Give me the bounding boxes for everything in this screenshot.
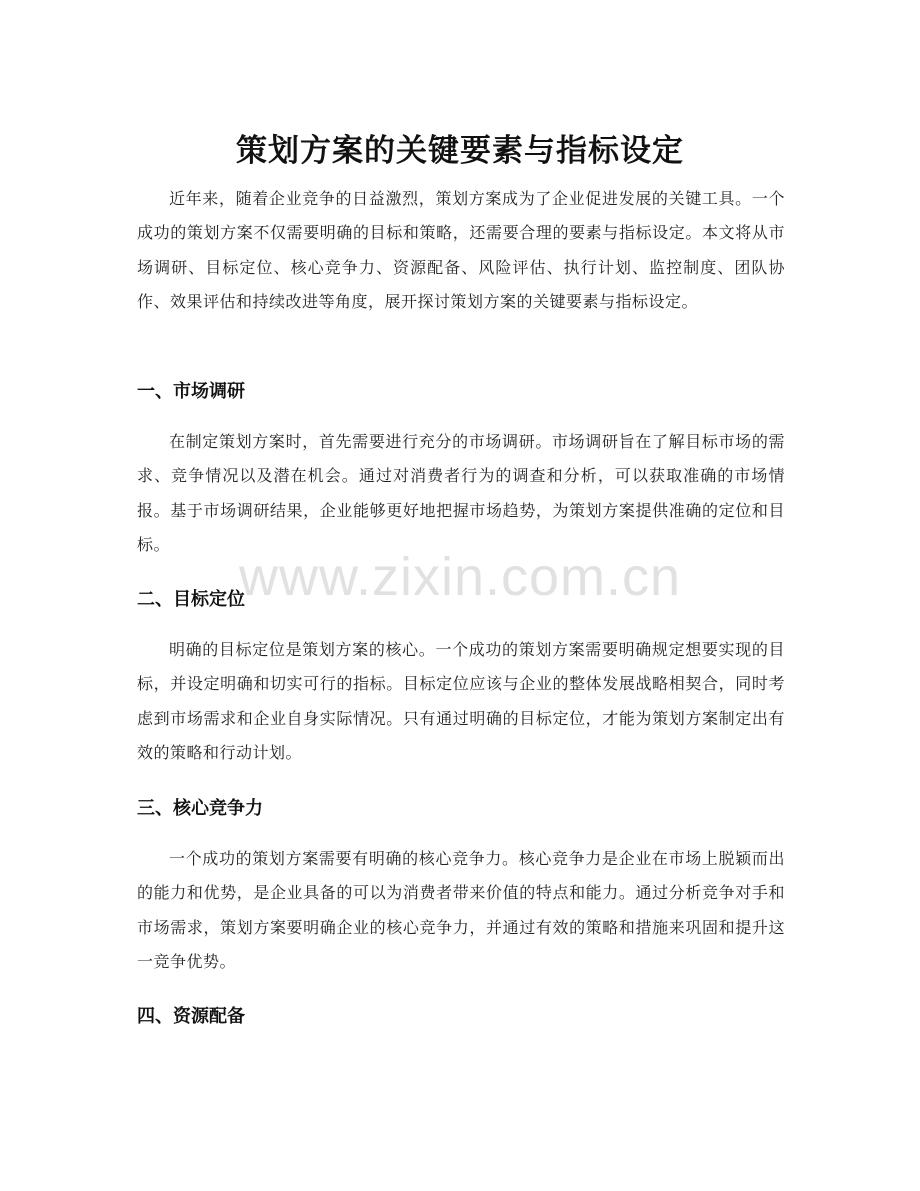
- section-body-core-competitiveness: 一个成功的策划方案需要有明确的核心竞争力。核心竞争力是企业在市场上脱颖而出的能力和优势，是企业具备的可以为消费者带来价值的特点和能力。通过分析竞争对手和市场需求，策划方案要明确企业的核心竞争力，并通过有效的策略和措施来巩固和提升这一竞争优势。: [137, 849, 785, 972]
- section-heading-core-competitiveness: 三、核心竞争力: [137, 798, 263, 819]
- watermark: www.zixin.com.cn: [238, 547, 682, 607]
- section-body-market-research: 在制定策划方案时，首先需要进行充分的市场调研。市场调研旨在了解目标市场的需求、竞争情况以及潜在机会。通过对消费者行为的调查和分析，可以获取准确的市场情报。基于市场调研结果，企业能够更好地把握市场趋势，为策划方案提供准确的定位和目标。: [137, 432, 785, 555]
- section-heading-market-research: 一、市场调研: [137, 381, 245, 402]
- intro-paragraph: 近年来，随着企业竞争的日益激烈，策划方案成为了企业促进发展的关键工具。一个成功的策划方案不仅需要明确的目标和策略，还需要合理的要素与指标设定。本文将从市场调研、目标定位、核心竞争力、资源配备、风险评估、执行计划、监控制度、团队协作、效果评估和持续改进等角度，展开探讨策划方案的关键要素与指标设定。: [137, 189, 785, 312]
- section-heading-target-positioning: 二、目标定位: [137, 589, 245, 610]
- section-heading-resource-allocation: 四、资源配备: [137, 1006, 245, 1027]
- page-title: 策划方案的关键要素与指标设定: [236, 132, 684, 169]
- section-body-target-positioning: 明确的目标定位是策划方案的核心。一个成功的策划方案需要明确规定想要实现的目标，并设定明确和切实可行的指标。目标定位应该与企业的整体发展战略相契合，同时考虑到市场需求和企业自身实际情况。只有通过明确的目标定位，才能为策划方案制定出有效的策略和行动计划。: [137, 640, 785, 763]
